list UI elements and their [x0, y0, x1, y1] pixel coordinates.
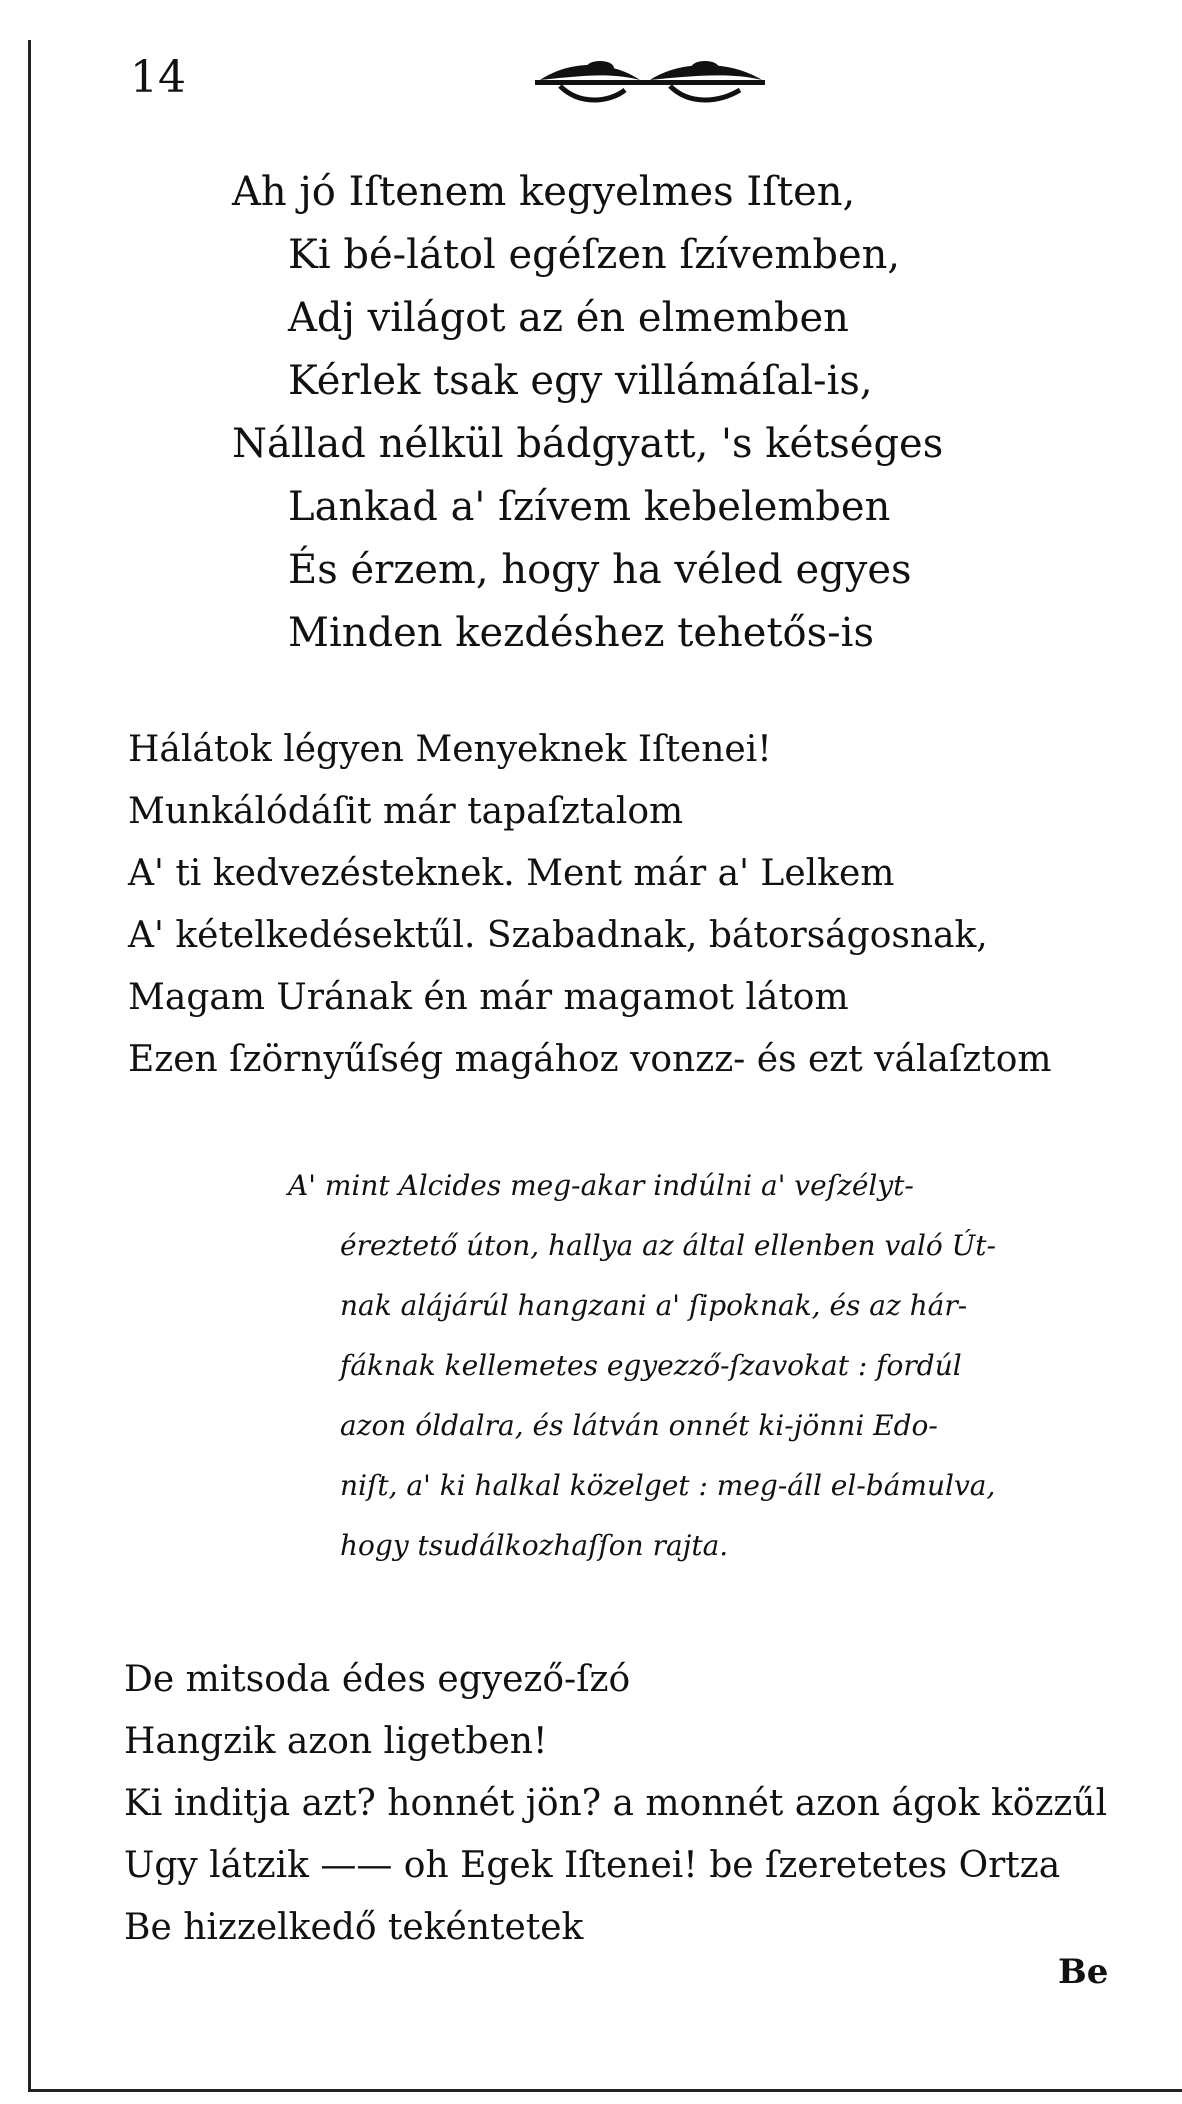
verse-line: Minden kezdéshez tehetős-is	[288, 610, 874, 656]
bottom-border-rule	[28, 2089, 1182, 2092]
verse-line: Ah jó Iſtenem kegyelmes Iſten,	[232, 169, 856, 215]
verse-line: Adj világot az én elmemben	[288, 295, 849, 341]
printers-ornament-icon	[530, 50, 770, 110]
stage-direction-line: fáknak kellemetes egyezző-ſzavokat : fordúl	[340, 1349, 962, 1382]
stage-direction-line: hogy tsudálkozhaſſon rajta.	[340, 1529, 729, 1562]
verse-line: Kérlek tsak egy villámáſal-is,	[288, 358, 873, 404]
left-border-rule	[28, 40, 31, 2090]
verse-line: Be hizzelkedő tekéntetek	[124, 1907, 584, 1948]
stage-direction-line: nak alájárúl hangzani a' ſipoknak, és az hár-	[340, 1289, 968, 1322]
stage-direction-line: niſt, a' ki halkal közelget : meg-áll el-bámulva,	[340, 1469, 996, 1502]
verse-line: Magam Urának én már magamot látom	[128, 977, 849, 1018]
verse-line: És érzem, hogy ha véled egyes	[288, 547, 912, 593]
stage-direction-line: A' mint Alcides meg-akar indúlni a' veſzélyt-	[288, 1169, 914, 1202]
stage-direction-line: azon óldalra, és látván onnét ki-jönni Edo-	[340, 1409, 938, 1442]
verse-line: Munkálódáſit már tapaſztalom	[128, 791, 684, 832]
verse-line: Ezen ſzörnyűſség magához vonzz- és ezt válaſztom	[128, 1039, 1052, 1080]
verse-line: Lankad a' ſzívem kebelemben	[288, 484, 891, 530]
verse-line: Ki bé-látol egéſzen ſzívemben,	[288, 232, 901, 278]
page-number: 14	[130, 52, 186, 103]
verse-line: A' kételkedésektűl. Szabadnak, bátorságosnak,	[128, 915, 988, 956]
verse-line: Nállad nélkül bádgyatt, 's kétséges	[232, 421, 944, 467]
verse-line: A' ti kedvezésteknek. Ment már a' Lelkem	[128, 853, 895, 894]
stage-direction-line: éreztető úton, hallya az által ellenben való Út-	[340, 1229, 996, 1262]
verse-line: Hangzik azon ligetben!	[124, 1721, 548, 1762]
verse-line: Ugy látzik —— oh Egek Iſtenei! be ſzeretetes Ortza	[124, 1845, 1061, 1886]
verse-line: Hálátok légyen Menyeknek Iſtenei!	[128, 729, 772, 770]
verse-line: De mitsoda édes egyező-ſzó	[124, 1659, 631, 1700]
verse-line: Ki inditja azt? honnét jön? a monnét azon ágok közzűl	[124, 1783, 1108, 1824]
catchword: Be	[1058, 1952, 1109, 1992]
